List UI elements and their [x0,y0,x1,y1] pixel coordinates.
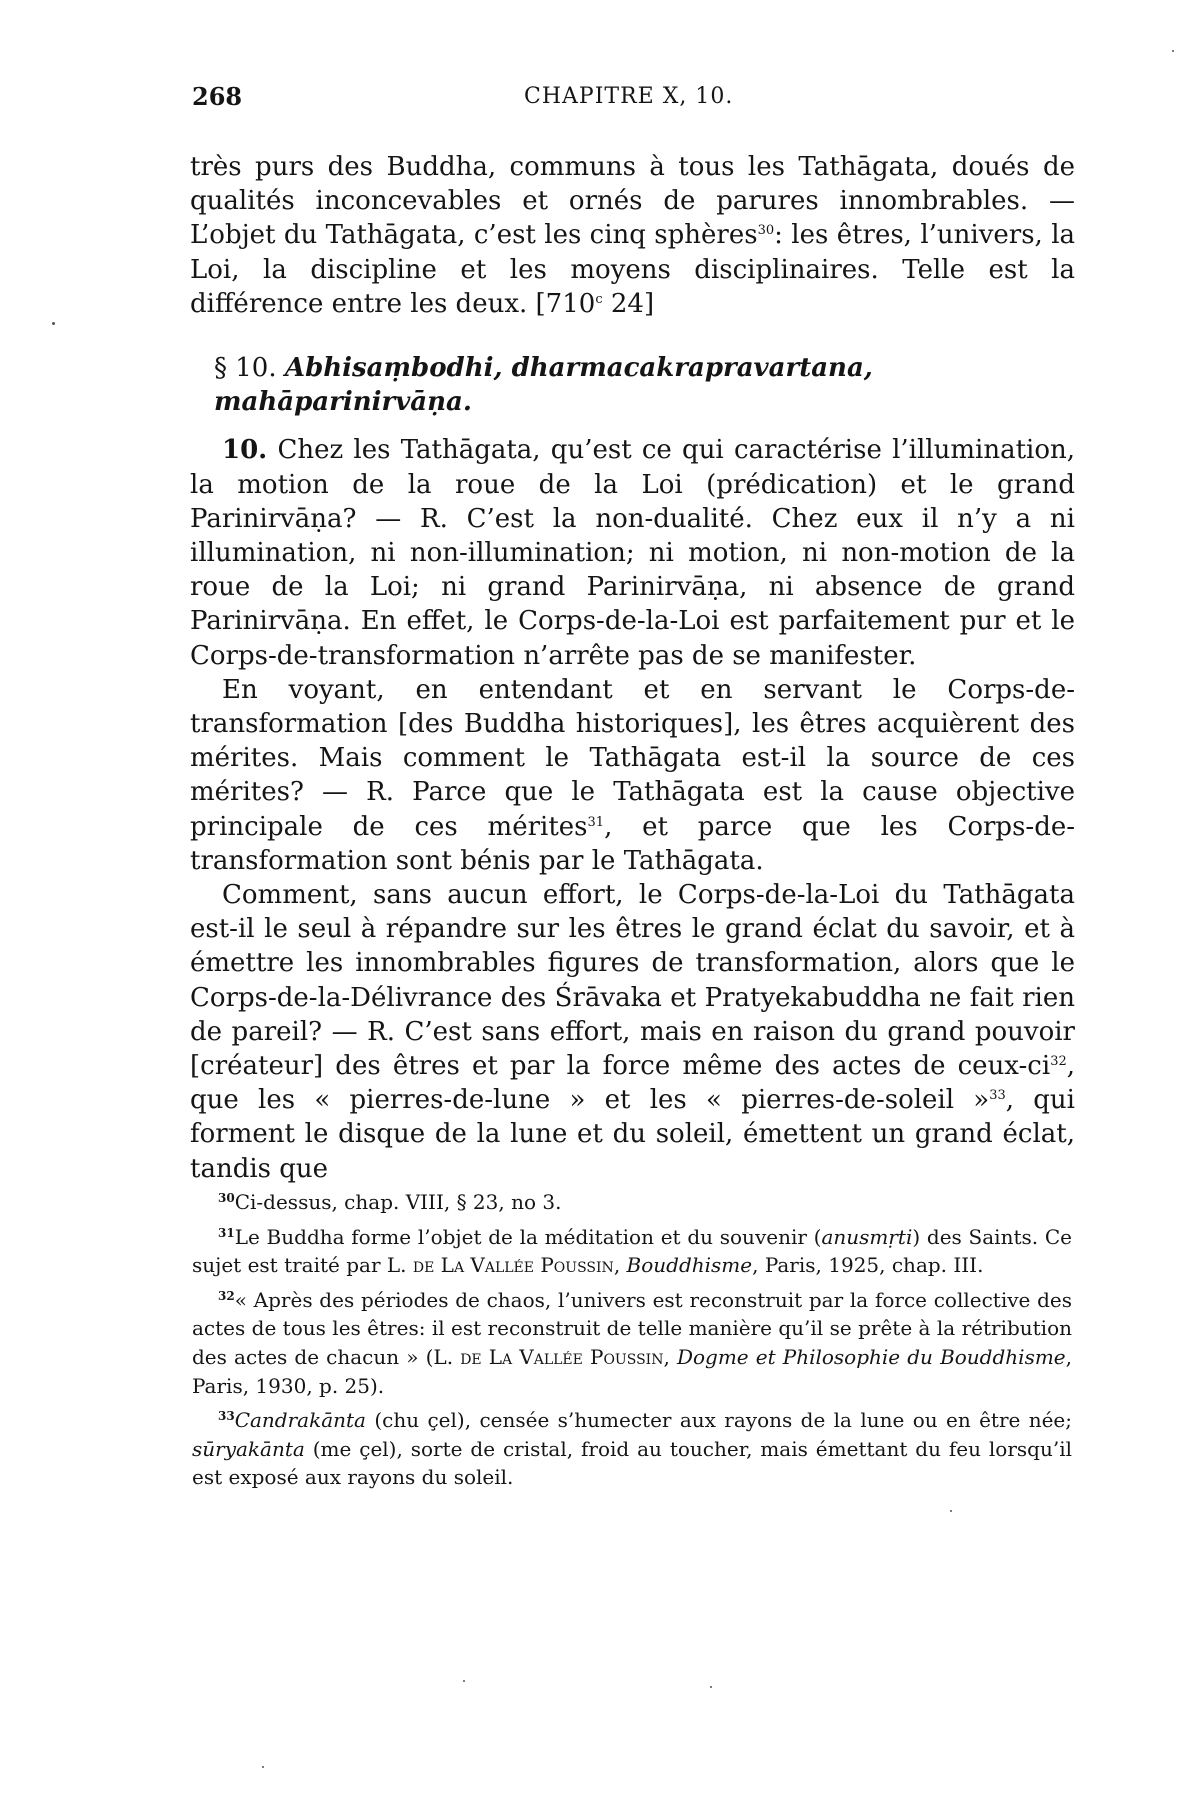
scan-speck [52,322,55,325]
book-title: Bouddhisme [626,1253,753,1278]
footnote-30 [192,1188,1072,1217]
paragraph-text: Comment, sans aucun effort, le Corps-de-la-Loi du Tathāgata est-il le seul à répandre sur les êtres le grand éclat du savoir, et à émettre les innombrables figures de transformation, alors que le Corps-de-la-Délivrance des Śrāvaka et Pratyekabuddha ne fait rien de pareil? — R. C’est sans effort, mais en raison du grand pouvoir [créateur] des êtres et par la force même des actes de ceux-ci [190,880,1075,1082]
footnote-text: , [613,1253,627,1278]
folio-ref-sup: c [595,291,603,307]
footnote-ref-33: 33 [989,1088,1006,1104]
footnote-ref-30: 30 [757,223,775,239]
footnote-italic: sūryakānta [192,1436,305,1461]
scan-speck [710,1686,712,1688]
footnote-mark: 33 [218,1409,235,1424]
footnotes [192,1188,1072,1498]
scan-speck [950,1510,952,1512]
footnote-31 [192,1223,1072,1280]
paragraph-number: 10. [222,435,268,466]
section-heading [190,351,1075,419]
author-name: de La Vallée Poussin [460,1344,664,1369]
page-header [192,82,1082,122]
paragraph-text: 24] [602,288,655,319]
footnote-33 [192,1406,1072,1492]
footnote-text: Le Buddha forme l’objet de la méditation et du souvenir ( [234,1224,822,1249]
paragraph [190,878,1075,1186]
paragraph-text: , qui forment le disque de la lune et du soleil, émettent un grand éclat, tandis que [190,1085,1075,1184]
paragraph [190,673,1075,878]
footnote-text: , [663,1344,677,1369]
main-text [190,150,1075,1186]
page-number: 268 [192,82,243,111]
paragraph-text: Chez les Tathāgata, qu’est ce qui caractérise l’illumination, la motion de la roue de la Loi (prédication) et le grand Parinirvāṇa? — R. C’est la non-dualité. Chez eux il n’y a ni illumination, ni non-illumination; ni motion, ni non-motion de la roue de la Loi; ni grand Parinirvāṇa, ni absence de grand Parinirvāṇa. En effet, le Corps-de-la-Loi est parfaitement pur et le Corps-de-transformation n’arrête pas de se manifester. [190,435,1075,671]
footnote-mark: 30 [218,1191,235,1205]
footnote-text: Ci-dessus, chap. VIII, § 23, no 3. [234,1190,562,1214]
paragraph-10 [190,433,1075,672]
paragraph-text: En voyant, en entendant et en servant le Corps-de-transformation [des Buddha historiques], les êtres acquièrent des mérites. Mais comment le Tathāgata est-il la source de ces mérites? — R. Parce que le Tathāgata est la cause objective principale de ces mérites [190,674,1075,842]
scan-speck [262,1766,264,1768]
book-title: Dogme et Philosophie du Bouddhisme [676,1344,1066,1369]
footnote-text: , Paris, 1925, chap. III. [752,1253,984,1278]
paragraph-text: très purs des Buddha, communs à tous les Tathāgata, doués de qualités inconcevables et ornés de parures innombrables. — L’objet du Tathāgata, c’est les cinq sphères [190,152,1075,251]
author-name: de La Vallée Poussin [412,1253,614,1278]
footnote-ref-32: 32 [1050,1054,1067,1070]
footnote-italic: anusmṛti [821,1224,913,1249]
footnote-mark: 31 [218,1225,235,1240]
footnote-text: ) des Saints. Ce sujet est traité par L. [192,1224,1072,1278]
paragraph-text: : les êtres, l’univers, la Loi, la discipline et les moyens disciplinaires. Telle est la différence entre les deux. [710 [190,220,1076,319]
section-number: § 10. [214,353,277,384]
scan-speck [463,1680,465,1682]
paragraph-continuation [190,150,1075,321]
paragraph-text: , que les « pierres-de-lune » et les « pierres-de-soleil » [190,1051,1075,1116]
footnote-italic: Candrakānta [234,1408,366,1433]
footnote-text: (me çel), sorte de cristal, froid au toucher, mais émettant du feu lorsqu’il est exposé aux rayons du soleil. [192,1436,1072,1490]
scan-speck [1172,50,1174,52]
paragraph-text: , et parce que les Corps-de-transformation sont bénis par le Tathāgata. [190,811,1076,876]
running-head: CHAPITRE X, 10. [524,84,734,109]
footnote-mark: 32 [218,1288,235,1303]
footnote-text: « Après des périodes de chaos, l’univers est reconstruit par la force collective des actes de tous les êtres: il est reconstruit de telle manière qu’il se prête à la rétribution des actes de chacun » (L. [192,1287,1072,1369]
footnote-ref-31: 31 [587,814,605,830]
footnote-text: , Paris, 1930, p. 25). [192,1344,1072,1398]
footnote-text: (chu çel), censée s’humecter aux rayons de la lune ou en être née; [365,1408,1072,1433]
section-title: Abhisaṃbodhi, dharmacakrapravartana, mahāparinirvāṇa. [214,353,873,418]
footnote-32 [192,1286,1072,1400]
